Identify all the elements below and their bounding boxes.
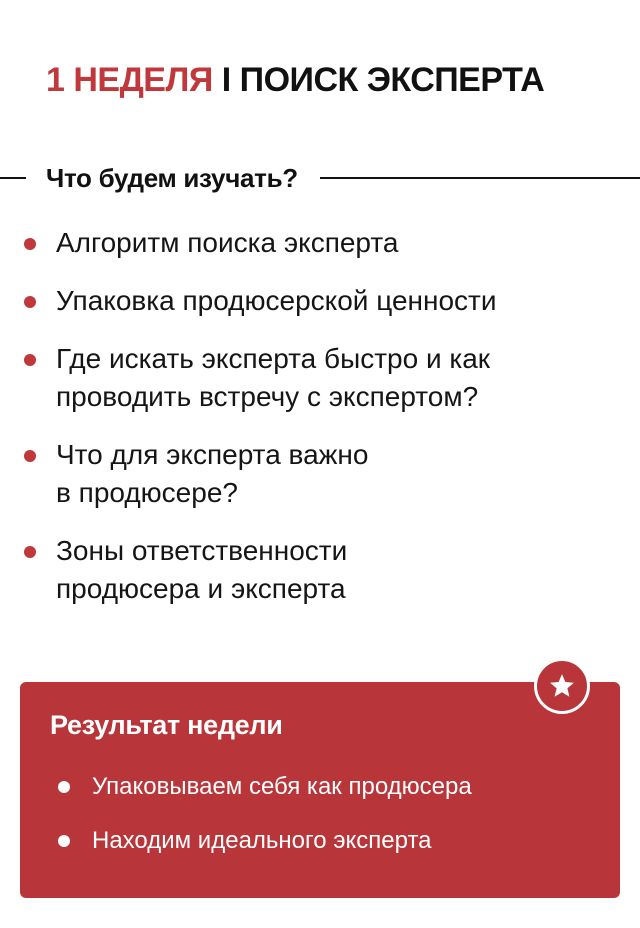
topic-text-line: Что для эксперта важно	[56, 439, 369, 470]
topic-text-line: в продюсере?	[56, 477, 238, 508]
topic-text-line: Зоны ответственности	[56, 535, 348, 566]
topic-item	[0, 436, 640, 512]
bullet-icon	[24, 296, 36, 308]
bullet-icon	[58, 835, 70, 847]
bullet-icon	[24, 546, 36, 558]
topic-text-line: продюсера и эксперта	[56, 573, 346, 604]
star-icon	[548, 672, 576, 700]
section-label: Что будем изучать?	[46, 162, 298, 193]
result-text: Упаковываем себя как продюсера	[92, 773, 472, 800]
week-topic: ПОИСК ЭКСПЕРТА	[239, 61, 545, 99]
topic-item	[0, 224, 640, 262]
bullet-icon	[58, 781, 70, 793]
result-text: Находим идеального эксперта	[92, 827, 432, 854]
topic-item	[0, 282, 640, 320]
week-separator: I	[212, 61, 240, 99]
topic-text-line: Где искать эксперта быстро и как	[56, 343, 491, 374]
week-number: 1 НЕДЕЛЯ	[46, 61, 213, 99]
topic-text: Алгоритм поиска эксперта	[56, 227, 399, 258]
bullet-icon	[24, 450, 36, 462]
divider-right	[320, 177, 640, 179]
result-title: Результат недели	[50, 710, 283, 740]
topic-item	[0, 340, 640, 416]
result-card	[20, 682, 620, 898]
topics-list	[0, 224, 640, 628]
bullet-icon	[24, 238, 36, 250]
result-item	[20, 824, 620, 858]
star-badge	[534, 658, 590, 714]
topic-text: Упаковка продюсерской ценности	[56, 285, 497, 316]
section-heading	[0, 156, 640, 200]
page-title	[46, 58, 544, 102]
bullet-icon	[24, 354, 36, 366]
topic-item	[0, 532, 640, 608]
topic-text-line: проводить встречу с экспертом?	[56, 381, 479, 412]
divider-left	[0, 177, 26, 179]
result-list	[20, 770, 620, 878]
result-item	[20, 770, 620, 804]
